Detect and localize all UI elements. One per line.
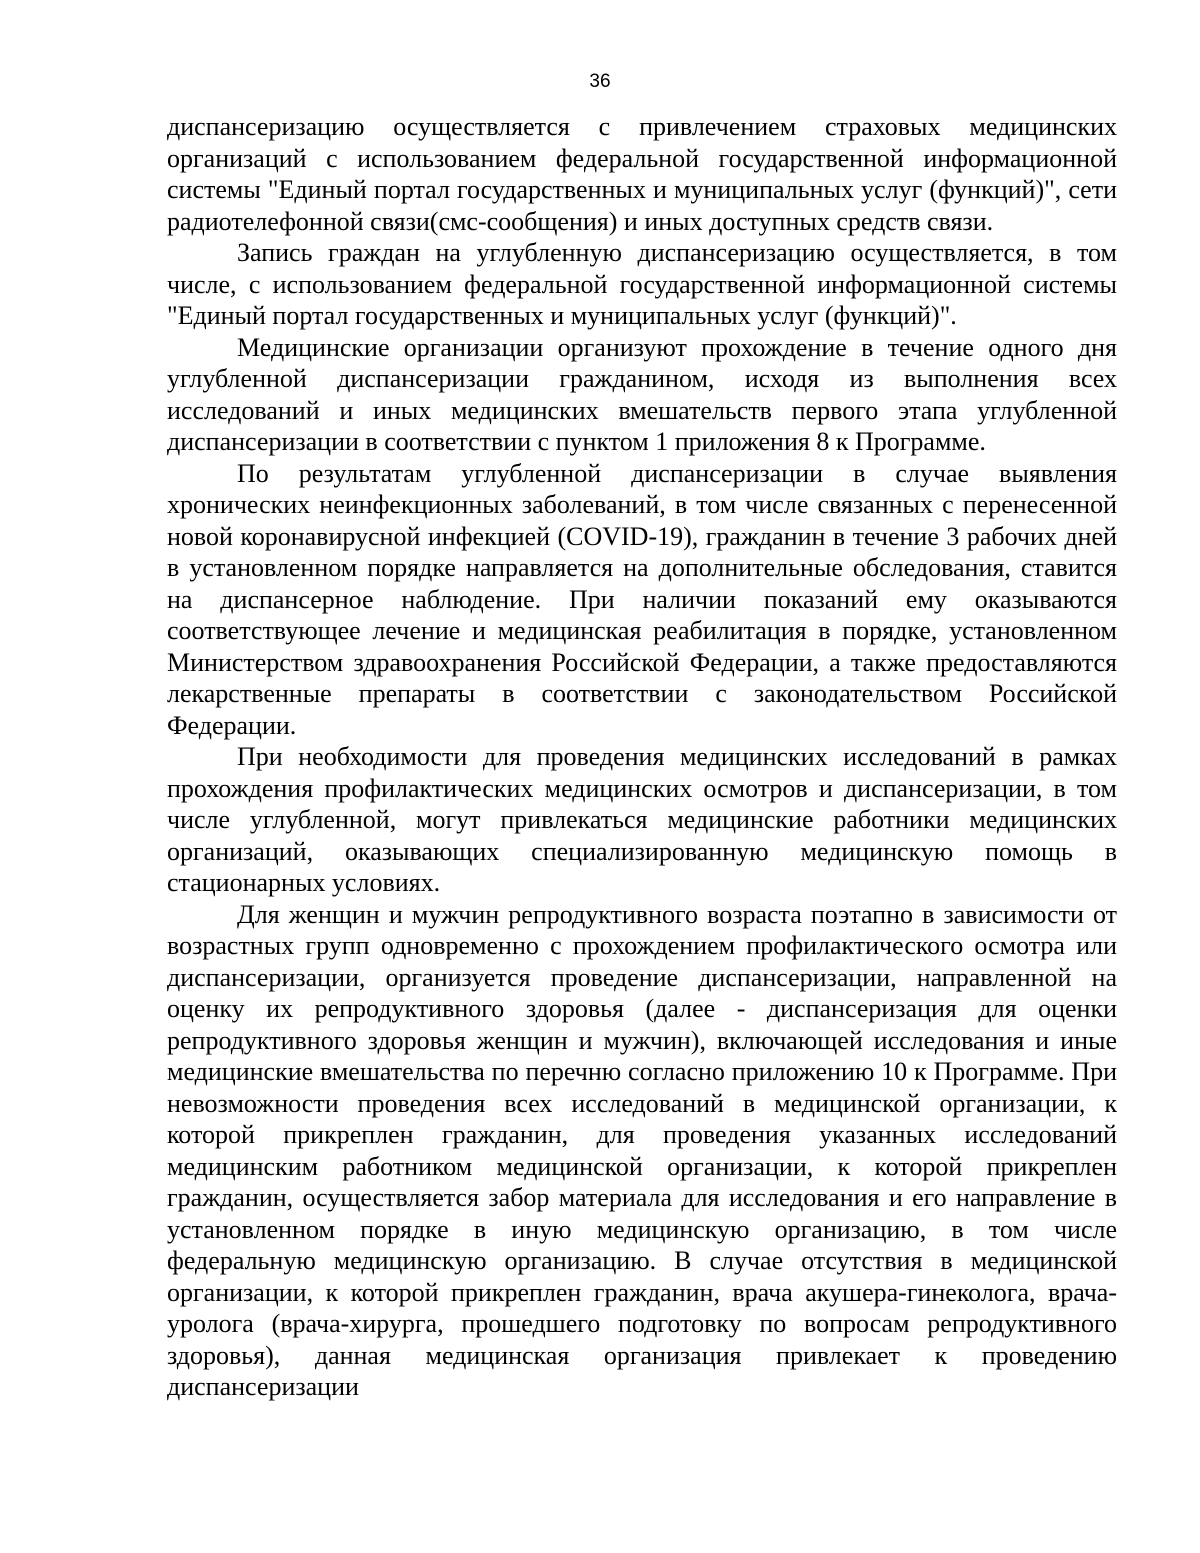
- paragraph-5: При необходимости для проведения медицинских исследований в рамках прохождения профилактических медицинских осмотров и диспансеризации, в том числе углубленной, могут привлекаться медицинские работники медицинских организаций, оказывающих специализированную медицинскую помощь в стационарных условиях.: [167, 742, 1117, 897]
- paragraph-1: диспансеризацию осуществляется с привлечением страховых медицинских организаций с использованием федеральной государственной информационной системы "Единый портал государственных и муниципальных услуг (функций)", сети радиотелефонной связи(смс-сообщения) и иных доступных средств связи.: [167, 112, 1117, 236]
- paragraph-4: По результатам углубленной диспансеризации в случае выявления хронических неинфекционных заболеваний, в том числе связанных с перенесенной новой коронавирусной инфекцией (COVID-19), гражданин в течение 3 рабочих дней в установленном порядке направляется на дополнительные обследования, ставится на диспансерное наблюдение. При наличии показаний ему оказываются соответствующее лечение и медицинская реабилитация в порядке, установленном Министерством здравоохранения Российской Федерации, а также предоставляются лекарственные препараты в соответствии с законодательством Российской Федерации.: [167, 458, 1117, 740]
- page-number: 36: [589, 71, 611, 92]
- paragraph-6: Для женщин и мужчин репродуктивного возраста поэтапно в зависимости от возрастных групп одновременно с прохождением профилактического осмотра или диспансеризации, организуется проведение диспансеризации, направленной на оценку их репродуктивного здоровья (далее - диспансеризация для оценки репродуктивного здоровья женщин и мужчин), включающей исследования и иные медицинские вмешательства по перечню согласно приложению 10 к Программе. При невозможности проведения всех исследований в медицинской организации, к которой прикреплен гражданин, для проведения указанных исследований медицинским работником медицинской организации, к которой прикреплен гражданин, осуществляется забор материала для исследования и его направление в установленном порядке в иную медицинскую организацию, в том числе федеральную медицинскую организацию. В случае отсутствия в медицинской организации, к которой прикреплен гражданин, врача акушера-гинеколога, врача-уролога (врача-хирурга, прошедшего подготовку по вопросам репродуктивного здоровья), данная медицинская организация привлекает к проведению диспансеризации: [167, 899, 1117, 1401]
- paragraph-2: Запись граждан на углубленную диспансеризацию осуществляется, в том числе, с использованием федеральной государственной информационной системы "Единый портал государственных и муниципальных услуг (функций)".: [167, 238, 1117, 330]
- document-body: [167, 111, 1117, 1403]
- paragraph-3: Медицинские организации организуют прохождение в течение одного дня углубленной диспансеризации гражданином, исходя из выполнения всех исследований и иных медицинских вмешательств первого этапа углубленной диспансеризации в соответствии с пунктом 1 приложения 8 к Программе.: [167, 332, 1117, 456]
